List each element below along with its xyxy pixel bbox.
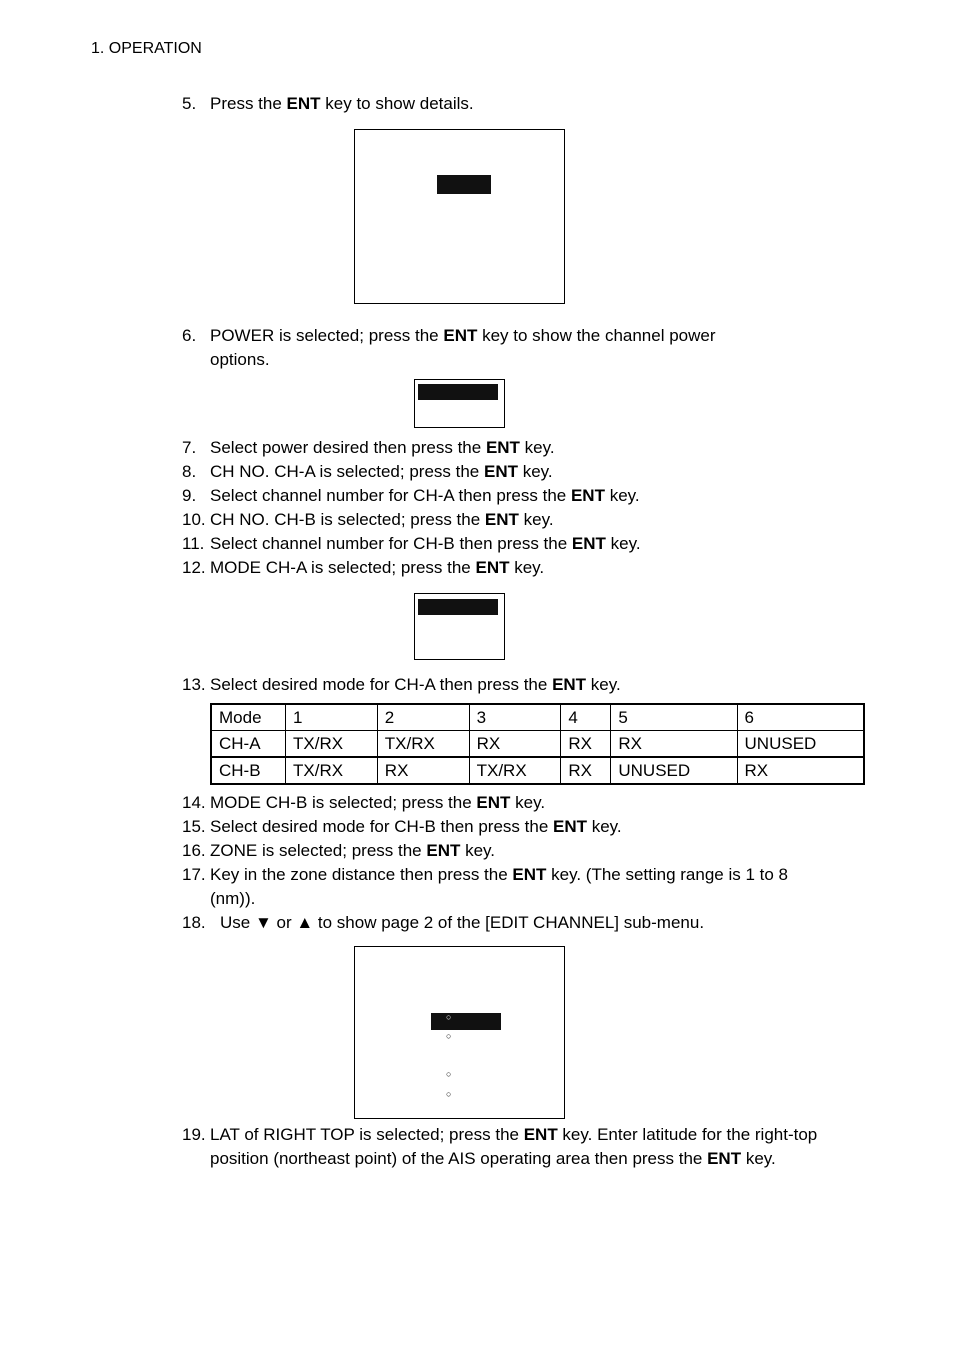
table-cell: 2 — [377, 704, 469, 731]
selected-lat-highlight — [431, 1013, 501, 1030]
table-cell: RX — [611, 731, 737, 758]
selected-mode-highlight — [418, 599, 498, 615]
table-cell: TX/RX — [286, 731, 378, 758]
degree-mark-icon: ○ — [446, 1089, 452, 1099]
degree-mark-icon: ○ — [446, 1031, 452, 1041]
table-cell: Mode — [211, 704, 286, 731]
table-cell: CH-B — [211, 757, 286, 784]
power-options-figure — [414, 379, 505, 428]
table-cell: CH-A — [211, 731, 286, 758]
mode-options-figure — [414, 593, 505, 660]
table-cell: TX/RX — [377, 731, 469, 758]
table-cell: TX/RX — [286, 757, 378, 784]
table-cell: 4 — [561, 704, 611, 731]
running-header: 1. OPERATION — [91, 40, 202, 57]
table-cell: 1 — [286, 704, 378, 731]
table-cell: UNUSED — [737, 731, 864, 758]
edit-channel-page2-figure — [354, 946, 565, 1119]
degree-mark-icon: ○ — [446, 1012, 452, 1022]
selected-item-highlight — [437, 175, 491, 194]
table-cell: 3 — [469, 704, 561, 731]
table-cell: UNUSED — [611, 757, 737, 784]
details-screen-figure — [354, 129, 565, 304]
table-cell: 5 — [611, 704, 737, 731]
table-cell: RX — [561, 757, 611, 784]
table-cell: 6 — [737, 704, 864, 731]
table-cell: RX — [737, 757, 864, 784]
table-cell: TX/RX — [469, 757, 561, 784]
table-cell: RX — [469, 731, 561, 758]
table-row — [211, 704, 864, 731]
mode-table — [210, 703, 865, 785]
degree-mark-icon: ○ — [446, 1069, 452, 1079]
table-row — [211, 757, 864, 784]
selected-power-highlight — [418, 384, 498, 400]
table-row — [211, 731, 864, 758]
table-cell: RX — [561, 731, 611, 758]
table-cell: RX — [377, 757, 469, 784]
